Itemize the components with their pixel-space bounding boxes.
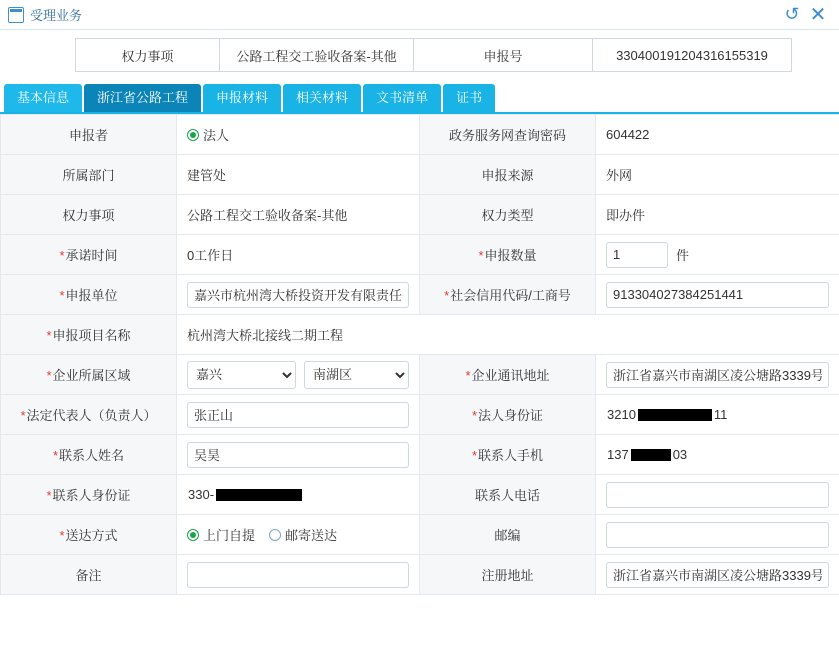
legal-id-label-text: 法人身份证 <box>478 408 544 423</box>
window-titlebar <box>0 0 839 30</box>
apply-count-unit: 件 <box>676 248 690 263</box>
table-row <box>1 395 839 435</box>
contact-mobile-cell <box>596 435 839 475</box>
tab-related-materials[interactable]: 相关材料 <box>283 84 361 112</box>
legal-id-input[interactable] <box>606 407 829 422</box>
apply-source-label: 申报来源 <box>420 155 596 195</box>
applicant-value <box>177 115 420 155</box>
apply-count-input[interactable] <box>606 242 668 268</box>
redaction-block <box>638 409 712 421</box>
applicant-radio-legal[interactable] <box>187 125 229 144</box>
project-name-value: 杭州湾大桥北接线二期工程 <box>187 328 344 343</box>
window-title: 受理业务 <box>30 8 83 23</box>
redaction-block <box>631 449 671 461</box>
credit-code-input[interactable] <box>606 282 829 308</box>
reg-address-input[interactable] <box>606 562 829 588</box>
query-password-label: 政务服务网查询密码 <box>420 115 596 155</box>
basic-info-form <box>0 112 839 595</box>
required-marker: * <box>46 368 52 383</box>
query-password-value: 604422 <box>596 115 839 155</box>
delivery-label-text: 送达方式 <box>65 528 118 543</box>
apply-unit-input[interactable] <box>187 282 409 308</box>
table-row <box>1 275 839 315</box>
table-row <box>1 475 839 515</box>
table-row <box>1 235 839 275</box>
delivery-cell <box>177 515 420 555</box>
contact-mobile-label-text: 联系人手机 <box>478 448 544 463</box>
required-marker: * <box>478 248 484 263</box>
contact-mobile-suffix: 03 <box>672 447 688 462</box>
region-label <box>1 355 177 395</box>
apply-source-value: 外网 <box>596 155 839 195</box>
legal-id-label <box>420 395 596 435</box>
apply-number-label: 申报号 <box>413 38 593 72</box>
region-cell <box>177 355 420 395</box>
remark-input[interactable] <box>187 562 409 588</box>
power-type-value: 即办件 <box>596 195 839 235</box>
radio-icon <box>187 529 199 541</box>
credit-code-cell <box>596 275 839 315</box>
power-matter-row-label: 权力事项 <box>1 195 177 235</box>
contact-id-prefix: 330- <box>188 487 215 502</box>
contact-mobile-label <box>420 435 596 475</box>
required-marker: * <box>59 528 65 543</box>
apply-unit-cell <box>177 275 420 315</box>
legal-id-prefix: 3210 <box>607 407 636 422</box>
promise-time-value: 0工作日 <box>177 235 420 275</box>
contact-phone-cell <box>596 475 839 515</box>
legal-person-cell <box>177 395 420 435</box>
window-icon <box>8 7 24 23</box>
table-row <box>1 195 839 235</box>
contact-mobile-input[interactable] <box>606 447 829 462</box>
legal-person-input[interactable] <box>187 402 409 428</box>
contact-phone-input[interactable] <box>606 482 829 508</box>
required-marker: * <box>59 248 65 263</box>
project-name-label-text: 申报项目名称 <box>52 328 131 343</box>
contact-name-cell <box>177 435 420 475</box>
tab-apply-materials[interactable]: 申报材料 <box>203 84 281 112</box>
contact-name-input[interactable] <box>187 442 409 468</box>
delivery-label <box>1 515 177 555</box>
delivery-option-mail[interactable] <box>269 525 337 544</box>
company-address-label <box>420 355 596 395</box>
remark-label: 备注 <box>1 555 177 595</box>
table-row <box>1 115 839 155</box>
region-district-select[interactable] <box>304 361 409 389</box>
delivery-option-pickup-label: 上门自提 <box>203 528 256 543</box>
legal-person-label <box>1 395 177 435</box>
tab-certificate[interactable]: 证书 <box>443 84 495 112</box>
power-matter-row-value: 公路工程交工验收备案-其他 <box>177 195 420 235</box>
required-marker: * <box>46 488 52 503</box>
reg-address-cell <box>596 555 839 595</box>
required-marker: * <box>471 408 478 423</box>
zipcode-input[interactable] <box>606 522 829 548</box>
redaction-block <box>216 489 302 501</box>
region-label-text: 企业所属区域 <box>52 368 131 383</box>
legal-id-cell <box>596 395 839 435</box>
promise-time-label <box>1 235 177 275</box>
region-city-select[interactable] <box>187 361 296 389</box>
table-row <box>1 555 839 595</box>
company-address-input[interactable] <box>606 362 829 388</box>
required-marker: * <box>20 408 26 423</box>
top-info-bar <box>0 30 839 82</box>
radio-icon <box>269 529 281 541</box>
apply-unit-label <box>1 275 177 315</box>
required-marker: * <box>52 448 59 463</box>
delivery-option-pickup[interactable] <box>187 525 255 544</box>
power-matter-label: 权力事项 <box>75 38 220 72</box>
apply-count-cell <box>596 235 839 275</box>
table-row <box>1 515 839 555</box>
radio-icon <box>187 129 199 141</box>
contact-id-label-text: 联系人身份证 <box>52 488 131 503</box>
contact-id-cell <box>177 475 420 515</box>
refresh-icon[interactable]: ↺ <box>784 4 800 24</box>
close-icon[interactable]: ✕ <box>809 4 827 26</box>
table-row <box>1 155 839 195</box>
project-name-cell <box>177 315 839 355</box>
apply-number-value: 330400191204316155319 <box>592 38 792 72</box>
apply-count-label <box>420 235 596 275</box>
applicant-label: 申报者 <box>1 115 177 155</box>
zipcode-cell <box>596 515 839 555</box>
legal-person-label-text: 法定代表人（负责人） <box>26 408 157 423</box>
contact-name-label-text: 联系人姓名 <box>59 448 125 463</box>
remark-cell <box>177 555 420 595</box>
tab-bar <box>0 82 839 112</box>
tab-basic-info[interactable]: 基本信息 <box>4 84 82 112</box>
required-marker: * <box>59 288 65 303</box>
contact-id-input[interactable] <box>187 487 409 502</box>
required-marker: * <box>471 448 478 463</box>
project-name-label <box>1 315 177 355</box>
delivery-option-mail-label: 邮寄送达 <box>285 528 338 543</box>
power-matter-value: 公路工程交工验收备案-其他 <box>219 38 414 72</box>
reg-address-label: 注册地址 <box>420 555 596 595</box>
apply-unit-label-text: 申报单位 <box>65 288 118 303</box>
apply-count-label-text: 申报数量 <box>484 248 537 263</box>
legal-id-suffix: 11 <box>713 407 728 422</box>
required-marker: * <box>46 328 52 343</box>
contact-name-label <box>1 435 177 475</box>
tab-zhejiang-highway[interactable]: 浙江省公路工程 <box>84 84 201 112</box>
applicant-radio-label: 法人 <box>203 128 230 143</box>
table-row <box>1 435 839 475</box>
zipcode-label: 邮编 <box>420 515 596 555</box>
required-marker: * <box>465 368 471 383</box>
power-type-label: 权力类型 <box>420 195 596 235</box>
contact-mobile-prefix: 137 <box>607 447 629 462</box>
credit-code-label <box>420 275 596 315</box>
required-marker: * <box>444 288 450 303</box>
tab-document-list[interactable]: 文书清单 <box>363 84 441 112</box>
promise-time-label-text: 承诺时间 <box>65 248 118 263</box>
department-label: 所属部门 <box>1 155 177 195</box>
contact-id-label <box>1 475 177 515</box>
company-address-cell <box>596 355 839 395</box>
company-address-label-text: 企业通讯地址 <box>471 368 550 383</box>
table-row <box>1 355 839 395</box>
table-row <box>1 315 839 355</box>
department-value: 建管处 <box>177 155 420 195</box>
credit-code-label-text: 社会信用代码/工商号 <box>450 288 571 303</box>
contact-phone-label: 联系人电话 <box>420 475 596 515</box>
